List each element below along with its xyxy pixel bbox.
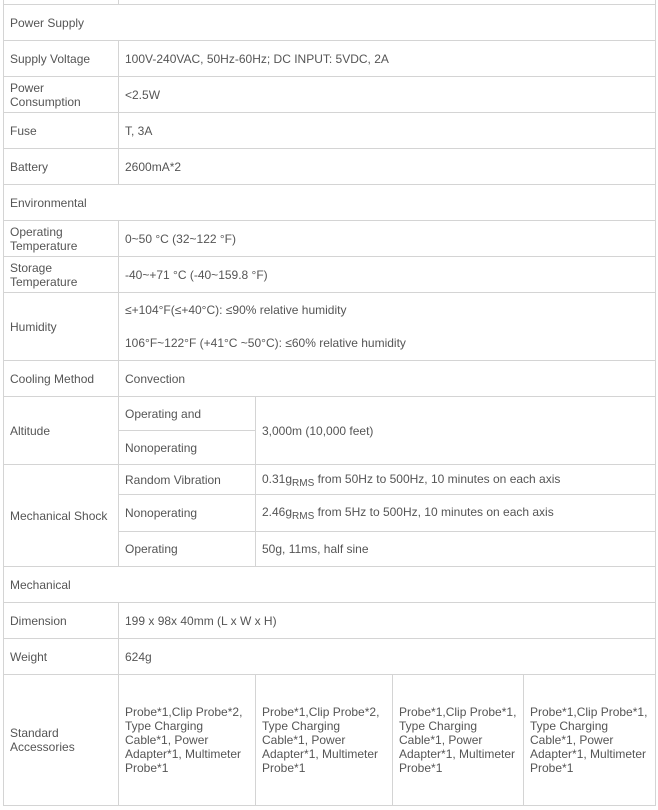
table-row: [4, 77, 656, 113]
row-value: Convection: [119, 361, 656, 397]
value-subscript: RMS: [292, 477, 315, 489]
row-value: 100V-240VAC, 50Hz-60Hz; DC INPUT: 5VDC, 2A: [119, 41, 656, 77]
table-row: [4, 293, 656, 327]
sub-label: Nonoperating: [119, 495, 256, 532]
row-label: Supply Voltage: [4, 41, 119, 77]
section-heading-power: Power Supply: [4, 5, 656, 41]
row-value: <2.5W: [119, 77, 656, 113]
row-value: ≤+104°F(≤+40°C): ≤90% relative humidity: [119, 293, 656, 327]
value-text: from 50Hz to 500Hz, 10 minutes on each axis: [314, 471, 561, 486]
row-value: 199 x 98x 40mm (L x W x H): [119, 603, 656, 639]
sub-label: Nonoperating: [119, 431, 256, 465]
row-label: Storage Temperature: [4, 257, 119, 293]
row-label: Altitude: [4, 397, 119, 465]
row-value: [256, 465, 656, 495]
row-label: Power Consumption: [4, 77, 119, 113]
row-value: -40~+71 °C (-40~159.8 °F): [119, 257, 656, 293]
spec-table: [3, 0, 656, 806]
accessories-value: Probe*1,Clip Probe*1, Type Charging Cable*1, Power Adapter*1, Multimeter Probe*1: [393, 675, 524, 806]
sub-label: Random Vibration: [119, 465, 256, 495]
row-value: T, 3A: [119, 113, 656, 149]
table-row: [4, 113, 656, 149]
row-label: Humidity: [4, 293, 119, 361]
value-subscript: RMS: [292, 511, 315, 522]
table-row: [4, 639, 656, 675]
accessories-value: Probe*1,Clip Probe*2, Type Charging Cable*1, Power Adapter*1, Multimeter Probe*1: [119, 675, 256, 806]
section-heading-mechanical: Mechanical: [4, 567, 656, 603]
row-label: Standard Accessories: [4, 675, 119, 806]
row-value: 624g: [119, 639, 656, 675]
value-text: 2.46g: [262, 505, 293, 519]
table-row: [4, 41, 656, 77]
accessories-value: Probe*1,Clip Probe*1, Type Charging Cable*1, Power Adapter*1, Multimeter Probe*1: [524, 675, 656, 806]
row-value: 106°F~122°F (+41°C ~50°C): ≤60% relative humidity: [119, 327, 656, 361]
row-value: 2600mA*2: [119, 149, 656, 185]
row-value: 50g, 11ms, half sine: [256, 532, 656, 567]
sub-label: Operating and: [119, 397, 256, 431]
row-label: Mechanical Shock: [4, 465, 119, 567]
table-row: [4, 149, 656, 185]
row-value: 0~50 °C (32~122 °F): [119, 221, 656, 257]
accessories-value: Probe*1,Clip Probe*2, Type Charging Cable*1, Power Adapter*1, Multimeter Probe*1: [256, 675, 393, 806]
table-row: [4, 603, 656, 639]
row-value: [256, 495, 656, 532]
section-row-mechanical: [4, 567, 656, 603]
table-row: [4, 221, 656, 257]
table-row: [4, 257, 656, 293]
table-row: [4, 675, 656, 806]
section-row-environmental: [4, 185, 656, 221]
section-heading-environmental: Environmental: [4, 185, 656, 221]
row-label: Dimension: [4, 603, 119, 639]
table-row: [4, 361, 656, 397]
row-label: Battery: [4, 149, 119, 185]
row-label: Fuse: [4, 113, 119, 149]
value-text: 0.31g: [262, 471, 293, 486]
table-row: [4, 397, 656, 431]
value-text: from 5Hz to 500Hz, 10 minutes on each axis: [314, 505, 554, 519]
row-label: Cooling Method: [4, 361, 119, 397]
row-value: 3,000m (10,000 feet): [256, 397, 656, 465]
row-label: Weight: [4, 639, 119, 675]
section-row-power: [4, 5, 656, 41]
sub-label: Operating: [119, 532, 256, 567]
row-label: Operating Temperature: [4, 221, 119, 257]
table-row: [4, 465, 656, 495]
